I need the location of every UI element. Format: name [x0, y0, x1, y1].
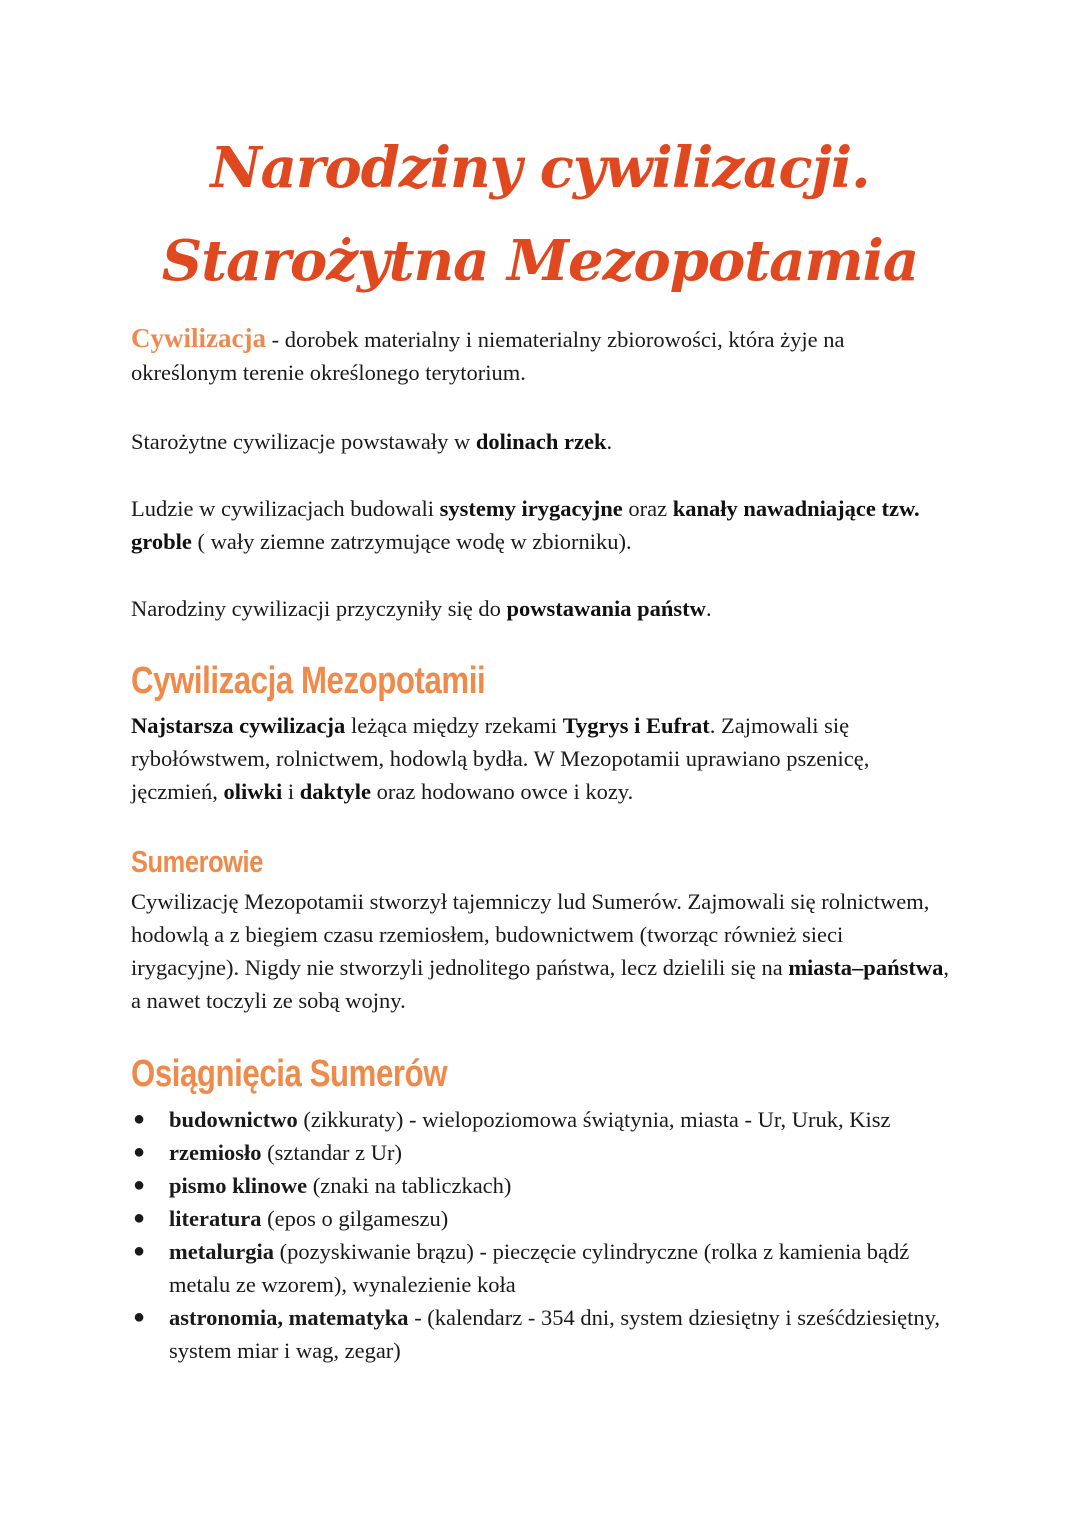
item-text: - (kalendarz - 354 dni, system dziesiętny i sześćdziesiętny, system miar i wag, zegar)	[169, 1305, 941, 1363]
item-bold: budownictwo	[169, 1107, 298, 1132]
list-item	[131, 1136, 961, 1169]
item-bold: astronomia, matematyka	[169, 1305, 409, 1330]
bold-text: Najstarsza cywilizacja	[131, 713, 346, 738]
bold-text: powstawania państw	[506, 596, 706, 621]
definition-paragraph	[131, 322, 951, 389]
text: ( wały ziemne zatrzymujące wodę w zbiorniku).	[191, 529, 632, 554]
text: oraz	[622, 496, 673, 521]
bold-text: kanały nawadniające tzw. groble	[131, 496, 920, 554]
item-text: (pozyskiwanie brązu) - pieczęcie cylindryczne (rolka z kamienia bądź metalu ze wzorem), wynalezienie koła	[169, 1239, 910, 1297]
text: . Zajmowali się rybołówstwem, rolnictwem, hodowlą bydła. W Mezopotamii uprawiano pszenicę, jęczmień,	[131, 713, 870, 804]
heading-mesopotamia: Cywilizacja Mezopotamii	[131, 660, 486, 702]
text: Cywilizację Mezopotamii stworzył tajemniczy lud Sumerów. Zajmowali się rolnictwem, hodowlą a z biegiem czasu rzemiosłem, budownictwem (tworząc również sieci irygacyjne). Nigdy nie stworzyli jednolitego państwa, lecz dzielili się na	[131, 889, 930, 980]
item-text: (epos o gilgameszu)	[261, 1206, 449, 1231]
bullet-icon: ●	[133, 1174, 146, 1196]
item-bold: pismo klinowe	[169, 1173, 308, 1198]
text: Narodziny cywilizacji przyczyniły się do	[131, 596, 507, 621]
text: Ludzie w cywilizacjach budowali	[131, 496, 440, 521]
item-text: (zikkuraty) - wielopoziomowa świątynia, miasta - Ur, Uruk, Kisz	[297, 1107, 891, 1132]
bullet-icon: ●	[133, 1207, 146, 1229]
text: Starożytne cywilizacje powstawały w	[131, 429, 476, 454]
list-item	[131, 1235, 961, 1301]
definition-text: - dorobek materialny i niematerialny zbiorowości, która żyje na określonym terenie określonego terytorium.	[131, 327, 845, 385]
list-item	[131, 1301, 961, 1367]
text: .	[606, 429, 613, 454]
paragraph-irrigation	[131, 492, 951, 558]
text: .	[705, 596, 712, 621]
text: oraz hodowano owce i kozy.	[371, 779, 634, 804]
bullet-icon: ●	[133, 1108, 146, 1130]
item-text: (znaki na tabliczkach)	[307, 1173, 512, 1198]
item-bold: rzemiosło	[169, 1140, 262, 1165]
bold-text: systemy irygacyjne	[439, 496, 623, 521]
bold-text: miasta–państwa	[788, 955, 944, 980]
paragraph-states	[131, 592, 951, 625]
list-item	[131, 1103, 961, 1136]
bold-text: dolinach rzek	[475, 429, 607, 454]
definition-term: Cywilizacja	[131, 323, 266, 353]
text: , a nawet toczyli ze sobą wojny.	[131, 955, 949, 1013]
text: i	[282, 779, 300, 804]
bold-text: oliwki	[223, 779, 283, 804]
bullet-icon: ●	[133, 1306, 146, 1328]
heading-sumerians: Sumerowie	[131, 844, 263, 879]
item-text: (sztandar z Ur)	[261, 1140, 403, 1165]
bullet-icon: ●	[133, 1240, 146, 1262]
paragraph-mesopotamia	[131, 709, 951, 808]
bold-text: Tygrys i Eufrat	[562, 713, 710, 738]
item-bold: metalurgia	[169, 1239, 274, 1264]
paragraph-river-valleys	[131, 425, 951, 458]
paragraph-sumerians	[131, 885, 951, 1017]
text: leżąca między rzekami	[345, 713, 563, 738]
achievements-list	[131, 1103, 961, 1367]
bullet-icon: ●	[133, 1141, 146, 1163]
title-line-1: Narodziny cywilizacji.	[210, 135, 870, 201]
title-line-2: Starożytna Mezopotamia	[161, 228, 919, 294]
heading-achievements: Osiągnięcia Sumerów	[131, 1053, 448, 1095]
list-item	[131, 1202, 961, 1235]
item-bold: literatura	[169, 1206, 262, 1231]
bold-text: daktyle	[299, 779, 372, 804]
list-item	[131, 1169, 961, 1202]
